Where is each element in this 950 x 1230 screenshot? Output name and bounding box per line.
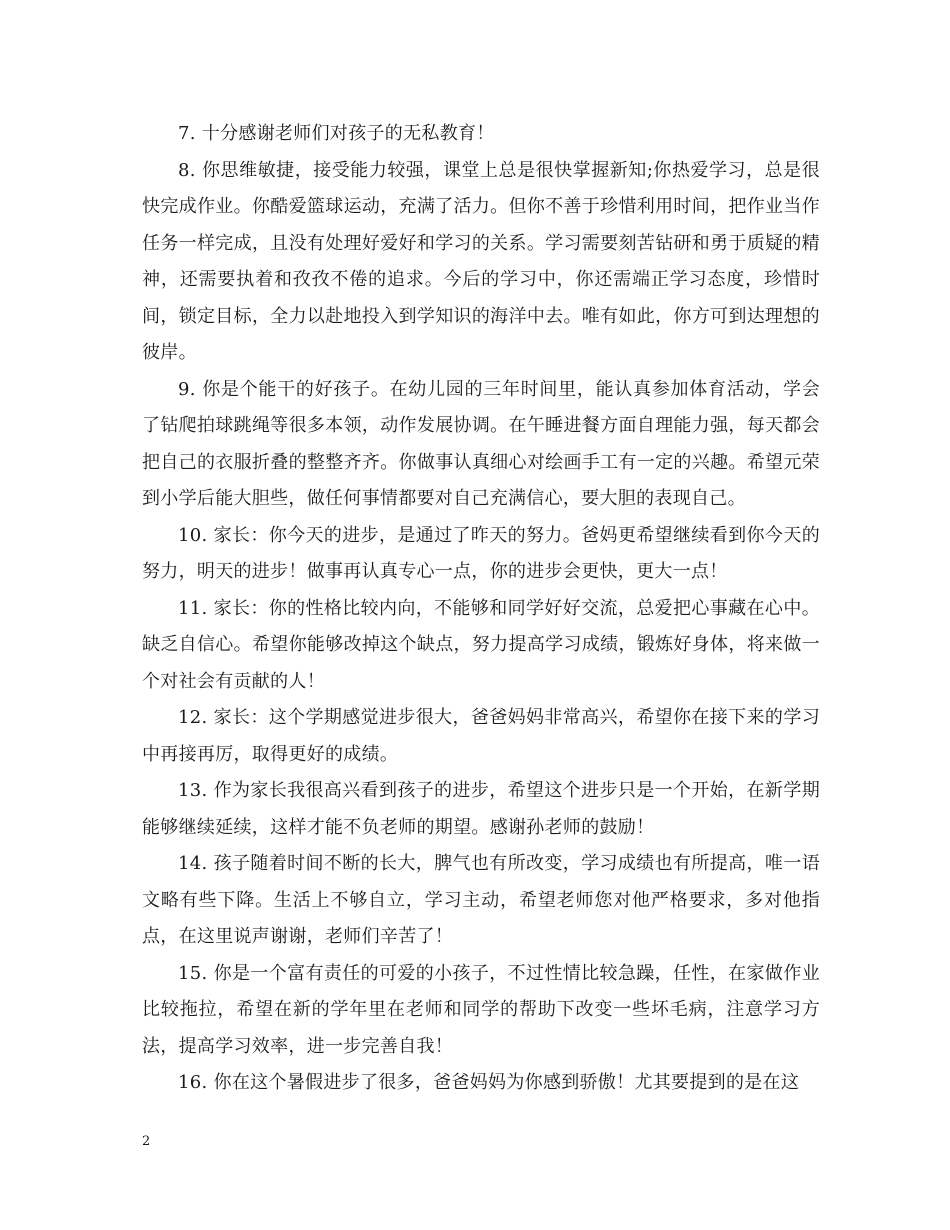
document-body xyxy=(142,116,820,1102)
paragraph-14: 14. 孩子随着时间不断的长大，脾气也有所改变，学习成绩也有所提高，唯一语文略有些下降。生活上不够自立，学习主动，希望老师您对他严格要求，多对他指点，在这里说声谢谢，老师们辛苦了！ xyxy=(142,853,820,947)
paragraph-13: 13. 作为家长我很高兴看到孩子的进步，希望这个进步只是一个开始，在新学期能够继续延续，这样才能不负老师的期望。感谢孙老师的鼓励！ xyxy=(142,780,820,838)
paragraph-8: 8. 你思维敏捷，接受能力较强，课堂上总是很快掌握新知;你热爱学习，总是很快完成作业。你酷爱篮球运动，充满了活力。但你不善于珍惜利用时间，把作业当作任务一样完成，且没有处理好爱好和学习的关系。学习需要刻苦钻研和勇于质疑的精神，还需要执着和孜孜不倦的追求。今后的学习中，你还需端正学习态度，珍惜时间，锁定目标，全力以赴地投入到学知识的海洋中去。唯有如此，你方可到达理想的彼岸。 xyxy=(142,159,820,363)
paragraph-11: 11. 家长：你的性格比较内向，不能够和同学好好交流，总爱把心事藏在心中。缺乏自信心。希望你能够改掉这个缺点，努力提高学习成绩，锻炼好身体，将来做一个对社会有贡献的人！ xyxy=(142,597,820,692)
paragraph-10: 10. 家长：你今天的进步，是通过了昨天的努力。爸妈更希望继续看到你今天的努力，明天的进步！做事再认真专心一点，你的进步会更快，更大一点！ xyxy=(142,524,820,582)
paragraph-9: 9. 你是个能干的好孩子。在幼儿园的三年时间里，能认真参加体育活动，学会了钻爬拍球跳绳等很多本领，动作发展协调。在午睡进餐方面自理能力强，每天都会把自己的衣服折叠的整整齐齐。你做事认真细心对绘画手工有一定的兴趣。希望元荣到小学后能大胆些，做任何事情都要对自己充满信心，要大胆的表现自己。 xyxy=(142,378,820,509)
page-number: 2 xyxy=(142,1134,151,1149)
paragraph-16: 16. 你在这个暑假进步了很多，爸爸妈妈为你感到骄傲！尤其要提到的是在这 xyxy=(178,1072,800,1093)
paragraph-12: 12. 家长：这个学期感觉进步很大，爸爸妈妈非常高兴，希望你在接下来的学习中再接再厉，取得更好的成绩。 xyxy=(142,707,820,765)
paragraph-7: 7. 十分感谢老师们对孩子的无私教育！ xyxy=(178,123,495,144)
paragraph-15: 15. 你是一个富有责任的可爱的小孩子，不过性情比较急躁，任性，在家做作业比较拖拉，希望在新的学年里在老师和同学的帮助下改变一些坏毛病，注意学习方法，提高学习效率，进一步完善自我！ xyxy=(142,962,820,1057)
